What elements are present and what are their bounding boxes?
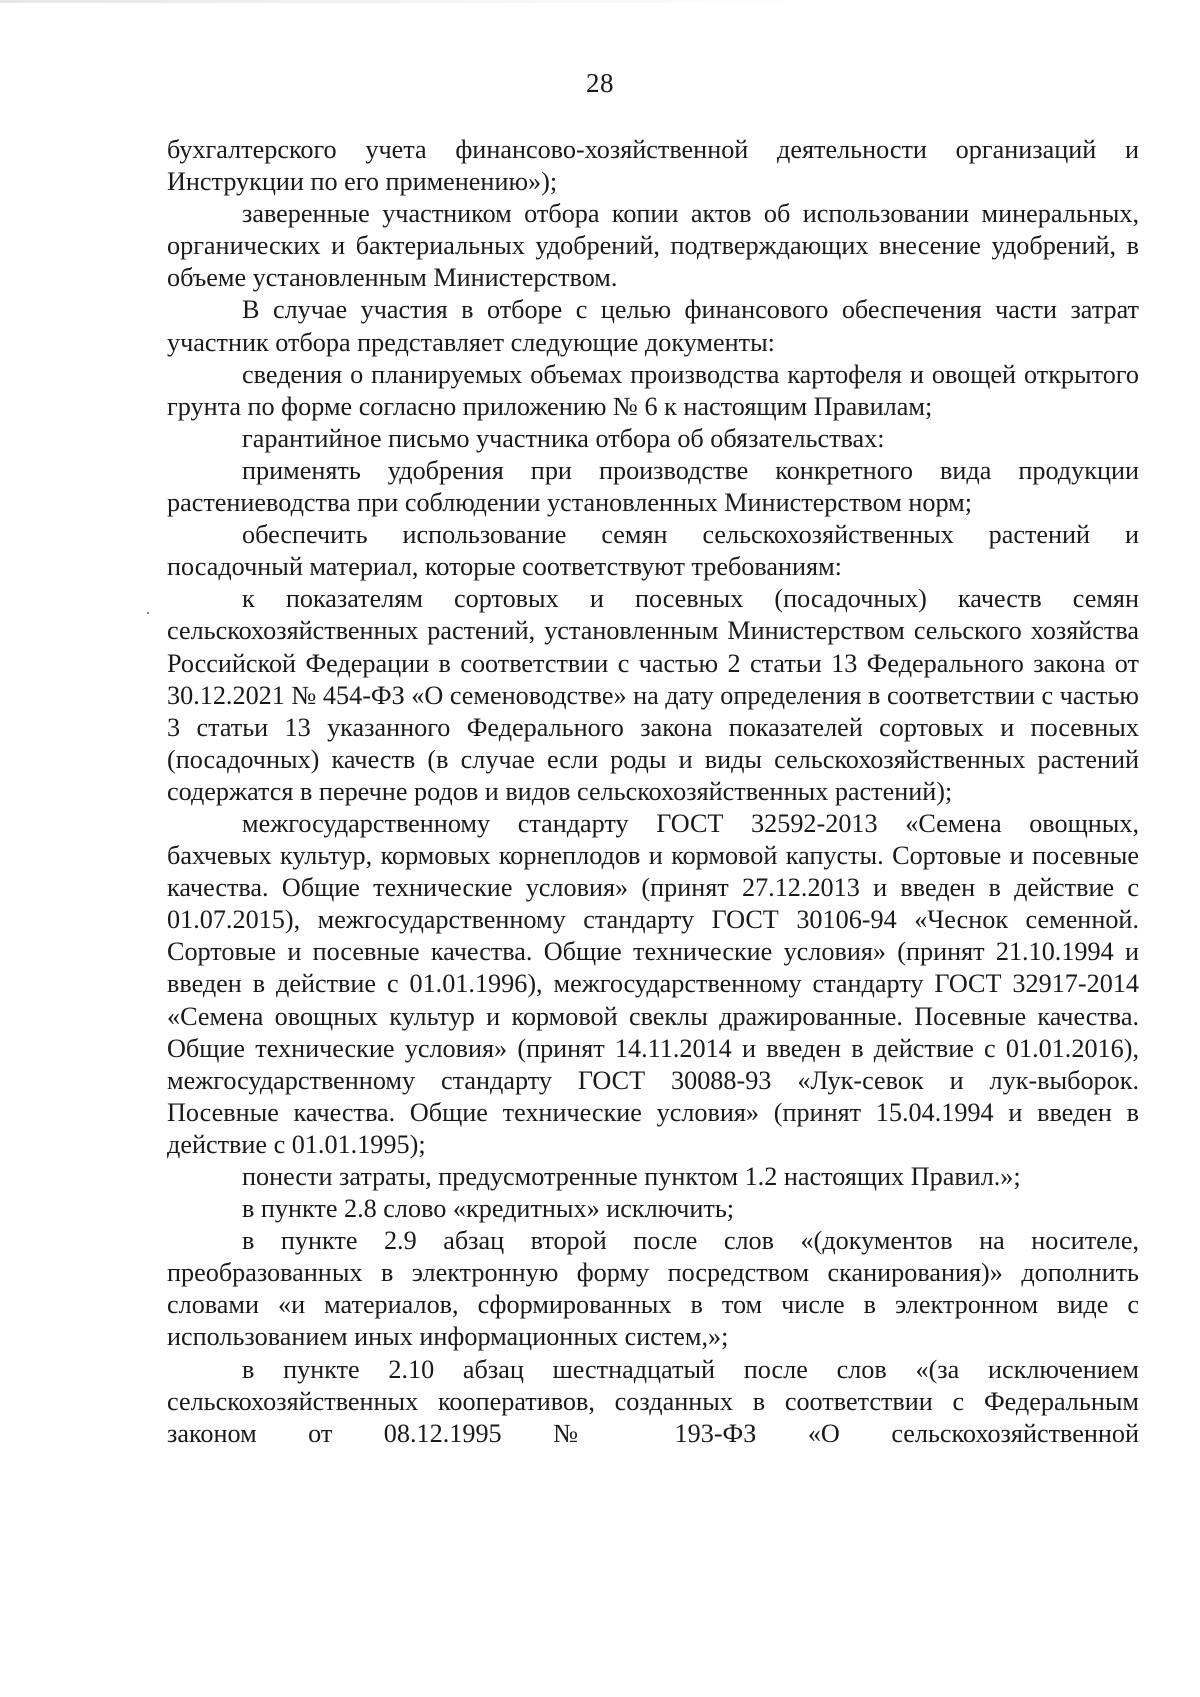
scan-speck <box>147 612 149 614</box>
paragraph: в пункте 2.8 слово «кредитных» исключить; <box>242 1194 735 1224</box>
paragraph: применять удобрения при производстве конкретного вида продукции растениеводства при соблюдении установленных Министерством норм; <box>167 455 1139 518</box>
paragraph: сведения о планируемых объемах производства картофеля и овощей открытого грунта по форме согласно приложению № 6 к настоящим Правилам; <box>167 359 1139 421</box>
paragraph: к показателям сортовых и посевных (посадочных) качеств семян сельскохозяйственных растений, установленным Министерством сельского хозяйства Российской Федерации в соответствии с частью 2 статьи 13 Федерального закона от 30.12.2021 № 454-ФЗ «О семеноводстве» на дату определения в соответствии с частью 3 статьи 13 указанного Федерального закона показателей сортовых и посевных (посадочных) качеств (в случае если роды и виды сельскохозяйственных растений содержатся в перечне родов и видов сельскохозяйственных растений); <box>167 584 1139 806</box>
paragraph: понести затраты, предусмотренные пунктом 1.2 настоящих Правил.»; <box>242 1162 1021 1191</box>
paragraph-continued: в пункте 2.10 абзац шестнадцатый после слов «(за исключением сельскохозяйственных кооперативов, созданных в соответствии с Федеральным законом от 08.12.1995 № 193-ФЗ «О сельскохозяйственной <box>167 1354 1139 1448</box>
paragraph: гарантийное письмо участника отбора об обязательствах: <box>242 423 885 453</box>
paragraph: заверенные участником отбора копии актов об использовании минеральных, органических и бактериальных удобрений, подтверждающих внесение удобрений, в объеме установленным Министерством. <box>167 199 1139 293</box>
scan-edge-shadow <box>0 0 1200 3</box>
paragraph: обеспечить использование семян сельскохозяйственных растений и посадочный материал, которые соответствуют требованиям: <box>167 520 1139 582</box>
paragraph: межгосударственному стандарту ГОСТ 32592-2013 «Семена овощных, бахчевых культур, кормовых корнеплодов и кормовой капусты. Сортовые и посевные качества. Общие технические условия» (принят 27.12.2013 и введен в действие с 01.07.2015), межгосударственному стандарту ГОСТ 30106-94 «Чеснок семенной. Сортовые и посевные качества. Общие технические условия» (принят 21.10.1994 и введен в действие с 01.01.1996), межгосударственному стандарту ГОСТ 32917-2014 «Семена овощных культур и кормовой свеклы дражированные. Посевные качества. Общие технические условия» (принят 14.11.2014 и введен в действие с 01.01.2016), межгосударственному стандарту ГОСТ 30088-93 «Лук-севок и лук-выборок. Посевные качества. Общие технические условия» (принят 15.04.1994 и введен в действие с 01.01.1995); <box>167 808 1139 1159</box>
page-number: 28 <box>586 68 614 98</box>
paragraph: в пункте 2.9 абзац второй после слов «(документов на носителе, преобразованных в электронную форму посредством сканирования)» дополнить словами «и материалов, сформированных в том числе в электронном виде с использованием иных информационных систем,»; <box>167 1226 1139 1352</box>
document-body <box>167 134 1139 1450</box>
paragraph: бухгалтерского учета финансово-хозяйственной деятельности организаций и Инструкции по его применению»); <box>167 135 1139 197</box>
paragraph: В случае участия в отборе с целью финансового обеспечения части затрат участник отбора представляет следующие документы: <box>167 295 1139 357</box>
